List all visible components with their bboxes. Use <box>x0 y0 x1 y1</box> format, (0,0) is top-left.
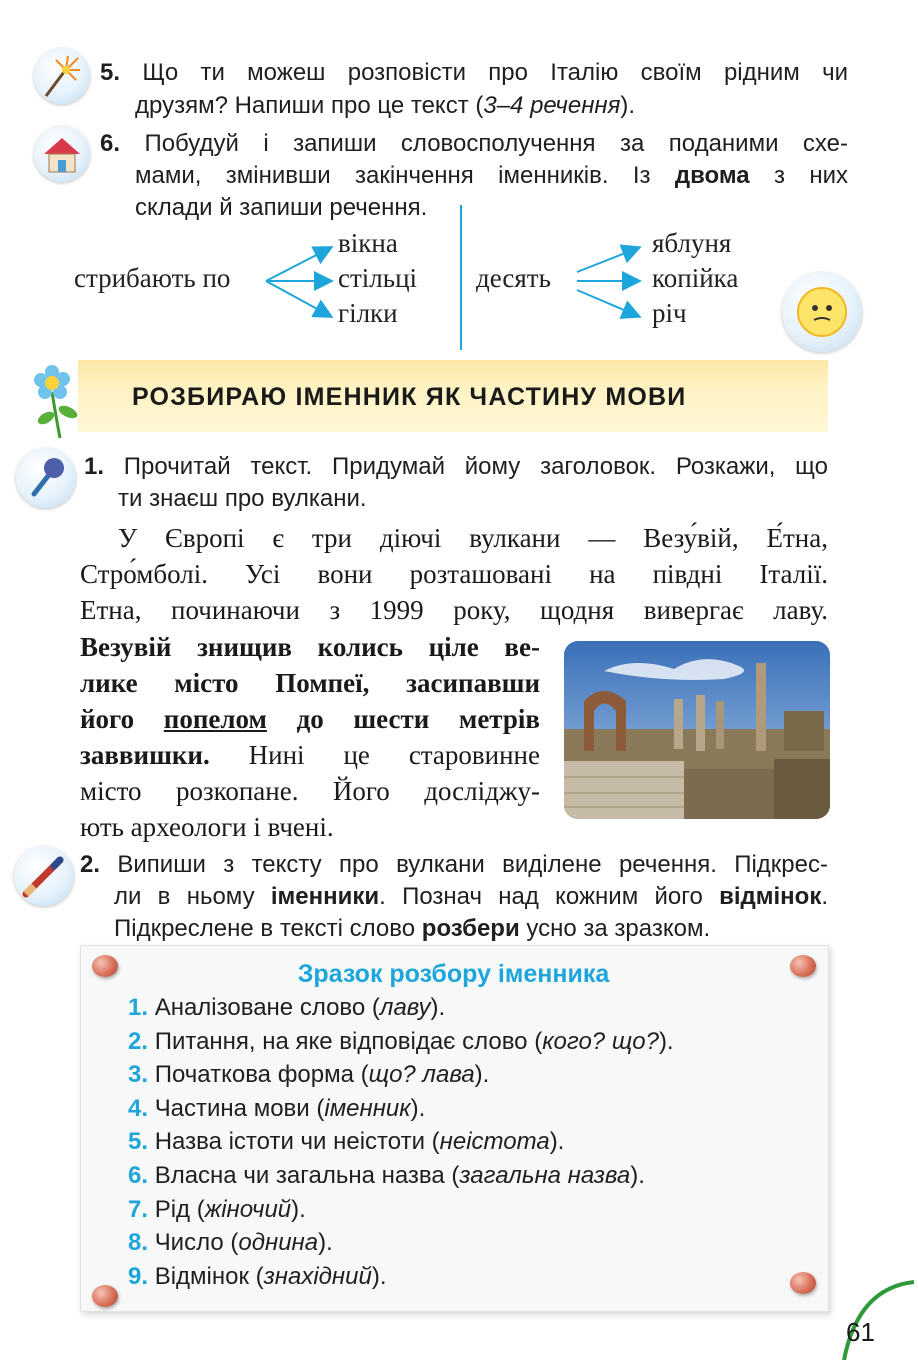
sample-item <box>128 1028 674 1056</box>
pushpin-icon <box>92 1285 118 1307</box>
sample-item-end: ). <box>371 1262 387 1290</box>
task6-bold: двома <box>674 162 750 189</box>
story-bold-word: заввишки. <box>80 740 210 770</box>
task5-number: 5. <box>100 59 121 86</box>
sample-item-text: Власна чи загальна назва ( <box>154 1162 460 1189</box>
sample-item-end: ). <box>549 1128 565 1156</box>
sample-item <box>128 1095 425 1123</box>
scheme-right-word: яблуня <box>652 228 732 258</box>
ex1-line2: ти знаєш про вулкани. <box>118 485 367 512</box>
page-number: 61 <box>846 1317 875 1347</box>
ex2-line2-end: . <box>821 883 828 910</box>
story-line: ють археологи і вчені. <box>80 812 334 842</box>
ex2-line3-end: усно за зразком. <box>519 915 711 942</box>
scheme-right-head: десять <box>476 263 551 293</box>
task5-line1: Що ти можеш розповісти про Італію своїм рідним чи <box>142 59 849 86</box>
scheme-left-head: стрибають по <box>74 263 231 293</box>
sample-item-text: Рід ( <box>154 1195 205 1223</box>
sample-item <box>128 1229 333 1257</box>
sample-item-text: Відмінок ( <box>154 1262 264 1290</box>
sample-item <box>128 1196 306 1224</box>
sample-item-answer: лаву <box>379 994 431 1021</box>
story-line: Етна, починаючи з 1999 року, щодня вивергає лаву. <box>80 595 828 625</box>
sample-item-answer: кого? що? <box>542 1027 659 1055</box>
sample-item-text: Назва істоти чи неістоти ( <box>154 1128 440 1156</box>
sample-item <box>128 1128 564 1156</box>
sample-item-text: Число ( <box>154 1229 239 1257</box>
sample-item-number: 3. <box>128 1061 149 1089</box>
sample-item-number: 6. <box>128 1162 149 1189</box>
sample-item-end: ). <box>630 1162 645 1189</box>
task6-line3: склади й запиши речення. <box>135 194 428 221</box>
task6-line1: Побудуй і запиши словосполучення за поданими схе- <box>144 130 848 157</box>
sample-item-answer: що? лава <box>368 1061 475 1089</box>
sample-item-answer: іменник <box>324 1094 411 1122</box>
story-bold-line: лике місто Помпеї, засипавши <box>80 668 540 698</box>
sample-item-number: 7. <box>128 1195 149 1223</box>
scheme-left-word: стільці <box>338 263 418 293</box>
ex2-number: 2. <box>80 851 101 878</box>
sample-item-number: 9. <box>128 1262 149 1290</box>
story-line: місто розкопане. Його досліджу- <box>80 776 540 806</box>
pompeii-ruins-photo <box>564 641 830 819</box>
ex2-line1: Випиши з тексту про вулкани виділене речення. Підкрес- <box>117 851 828 878</box>
ex2-bold: відмінок <box>719 883 822 910</box>
task5-line2-end: ). <box>620 92 636 119</box>
sample-item-text: Питання, на яке відповідає слово ( <box>154 1027 543 1055</box>
sample-item-answer: неістота <box>439 1128 550 1156</box>
sample-item <box>128 1061 489 1089</box>
sample-item-number: 2. <box>128 1027 149 1055</box>
sample-item-answer: загальна назва <box>459 1162 631 1189</box>
story-line: Нині це старовинне <box>209 740 540 770</box>
ex2-line3: Підкреслене в тексті слово <box>114 915 422 942</box>
microphone-icon <box>16 448 76 508</box>
sample-item-end: ). <box>658 1027 674 1055</box>
smiley-icon <box>782 272 862 352</box>
sample-item-end: ). <box>410 1094 426 1122</box>
sample-item <box>128 994 445 1022</box>
ex2-line2: ли в ньому <box>114 883 271 910</box>
sample-item-number: 1. <box>128 994 149 1021</box>
sample-item-number: 4. <box>128 1094 149 1122</box>
ex2-line2-mid: . Познач над кожним його <box>379 883 720 910</box>
story-line: У Європі є три діючі вулкани — Везу́вій, Е́тна, <box>118 523 828 553</box>
story-bold-line: Везувій знищив колись ціле ве- <box>80 632 540 662</box>
story-bold-line: його <box>80 704 164 734</box>
story-bold-line-end: до шести метрів <box>266 704 540 734</box>
task6-line2: мами, змінивши закінчення іменників. Із <box>135 162 675 189</box>
ex1-line1: Прочитай текст. Придумай йому заголовок. Розкажи, що <box>123 453 828 480</box>
sample-item-number: 8. <box>128 1229 149 1257</box>
sample-item-end: ). <box>430 994 446 1021</box>
story-line: Стро́мболі. Усі вони розташовані на півдні Італії. <box>80 559 828 589</box>
scheme-left-word: гілки <box>338 298 398 328</box>
underlined-word: попелом <box>163 704 267 734</box>
sample-item-end: ). <box>318 1229 333 1257</box>
scheme-right-word: річ <box>652 298 687 328</box>
ex2-bold: іменники <box>270 883 380 910</box>
sample-item-text: Частина мови ( <box>154 1094 325 1122</box>
sample-item-number: 5. <box>128 1128 149 1156</box>
ex1-number: 1. <box>84 453 105 480</box>
sample-item <box>128 1263 387 1291</box>
section-title: РОЗБИРАЮ ІМЕННИК ЯК ЧАСТИНУ МОВИ <box>132 383 687 411</box>
pushpin-icon <box>790 1272 816 1294</box>
task6-number: 6. <box>100 130 121 157</box>
scheme-right-word: копійка <box>652 263 739 293</box>
ex2-bold: розбери <box>421 915 520 942</box>
sample-item-text: Початкова форма ( <box>154 1061 369 1089</box>
task5-line2: друзям? Напиши про це текст ( <box>135 92 484 119</box>
sample-item-answer: знахідний <box>263 1262 372 1290</box>
task5-italic: 3–4 речення <box>483 92 621 119</box>
sample-item-end: ). <box>291 1195 306 1223</box>
task6-line2-end: з них <box>749 162 848 189</box>
scheme-arrows <box>0 0 918 360</box>
sample-item-end: ). <box>474 1061 490 1089</box>
pen-icon <box>14 846 74 906</box>
sample-item-answer: жіночий <box>204 1195 292 1223</box>
sample-title: Зразок розбору іменника <box>297 960 610 988</box>
flower-icon <box>30 362 90 440</box>
sample-item-answer: однина <box>238 1229 319 1257</box>
sample-item <box>128 1162 645 1190</box>
scheme-left-word: вікна <box>338 228 398 258</box>
sample-item-text: Аналізоване слово ( <box>154 994 380 1021</box>
